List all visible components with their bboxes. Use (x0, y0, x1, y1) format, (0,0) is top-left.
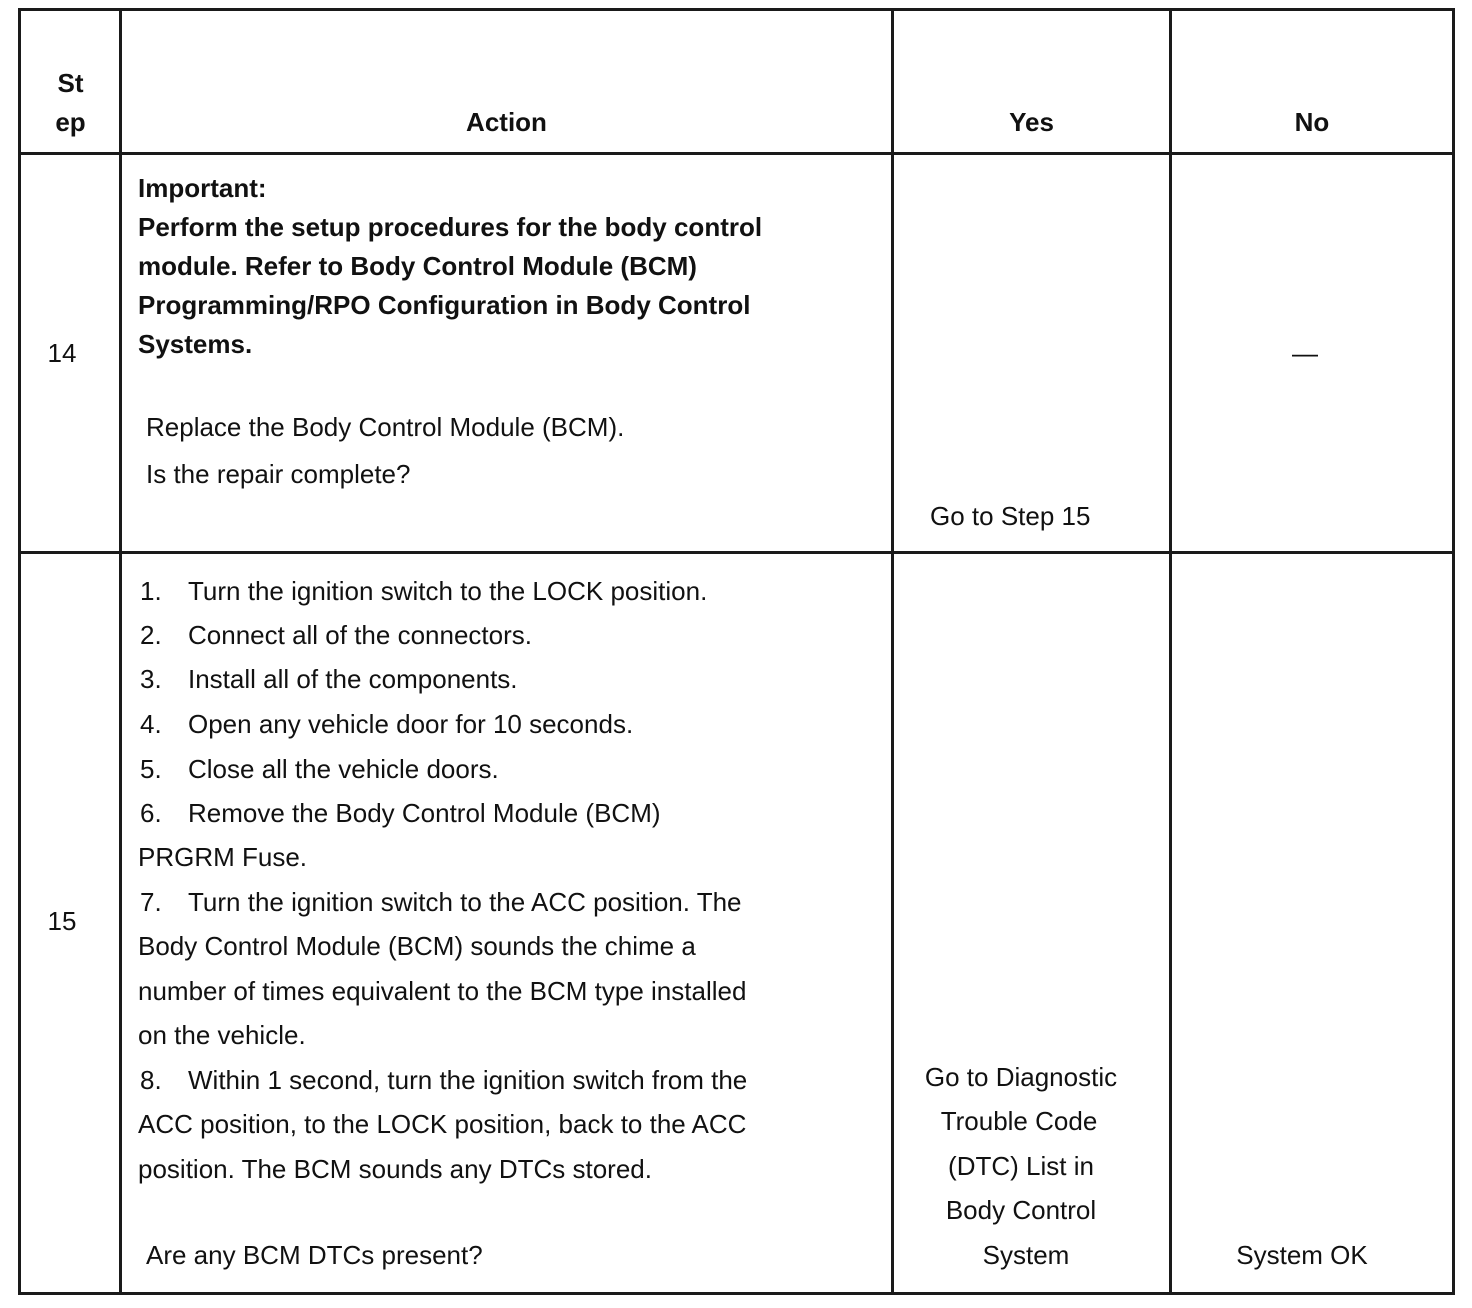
row-15-question: Are any BCM DTCs present? (146, 1240, 483, 1270)
procedure-step (140, 880, 742, 924)
row-14-important-line: Systems. (138, 329, 253, 359)
procedure-step-continuation: ACC position, to the LOCK position, back to the ACC (138, 1109, 747, 1139)
step-text: Within 1 second, turn the ignition switch from the (188, 1065, 748, 1095)
step-number: 2. (140, 620, 162, 650)
step-text: Remove the Body Control Module (BCM) (188, 798, 661, 828)
step-number: 1. (140, 576, 162, 606)
procedure-step-continuation: position. The BCM sounds any DTCs stored. (138, 1154, 652, 1184)
step-text: Close all the vehicle doors. (188, 754, 499, 784)
header-step-line2: ep (55, 107, 86, 137)
header-action: Action (466, 107, 547, 137)
procedure-step (140, 569, 707, 613)
step-text: Connect all of the connectors. (188, 620, 532, 650)
row-divider (18, 551, 1455, 554)
step-text: Turn the ignition switch to the LOCK position. (188, 576, 708, 606)
row-14-yes: Go to Step 15 (930, 501, 1091, 531)
procedure-step (140, 657, 518, 701)
row-14-important-line: Perform the setup procedures for the body control (138, 212, 763, 242)
procedure-step (140, 791, 661, 835)
step-number: 7. (140, 887, 162, 917)
step-text: Open any vehicle door for 10 seconds. (188, 709, 634, 739)
procedure-step (140, 702, 633, 746)
row-15-yes-line: Body Control (945, 1195, 1097, 1225)
row-14-step: 14 (47, 338, 77, 368)
column-divider (1169, 8, 1172, 1295)
header-yes: Yes (1009, 107, 1054, 137)
row-14-question: Is the repair complete? (146, 459, 411, 489)
step-text: Install all of the components. (188, 664, 518, 694)
row-15-yes-line: Trouble Code (940, 1106, 1098, 1136)
row-15-yes-line: System (982, 1240, 1070, 1270)
row-15-yes-line: Go to Diagnostic (924, 1062, 1118, 1092)
row-14-important-line: module. Refer to Body Control Module (BCM) (138, 251, 697, 281)
step-number: 4. (140, 709, 162, 739)
procedure-step-continuation: PRGRM Fuse. (138, 842, 308, 872)
row-14-important-label: Important: (138, 173, 267, 203)
row-15-no: System OK (1236, 1240, 1368, 1270)
procedure-step-continuation: number of times equivalent to the BCM type installed (138, 976, 747, 1006)
step-text: Turn the ignition switch to the ACC position. The (188, 887, 742, 917)
column-divider (119, 8, 122, 1295)
procedure-step (140, 1058, 747, 1102)
row-14-no: — (1292, 338, 1318, 368)
procedure-step-continuation: on the vehicle. (138, 1020, 306, 1050)
procedure-step-continuation: Body Control Module (BCM) sounds the chime a (138, 931, 696, 961)
step-number: 8. (140, 1065, 162, 1095)
row-15-step: 15 (47, 906, 77, 936)
header-step-line1: St (57, 68, 84, 98)
header-no: No (1294, 107, 1330, 137)
step-number: 3. (140, 664, 162, 694)
row-14-action: Replace the Body Control Module (BCM). (146, 412, 625, 442)
procedure-step (140, 613, 532, 657)
row-divider (18, 152, 1455, 155)
row-15-yes-line: (DTC) List in (948, 1151, 1094, 1181)
procedure-step (140, 747, 499, 791)
step-number: 6. (140, 798, 162, 828)
step-number: 5. (140, 754, 162, 784)
row-14-important-line: Programming/RPO Configuration in Body Control (138, 290, 751, 320)
